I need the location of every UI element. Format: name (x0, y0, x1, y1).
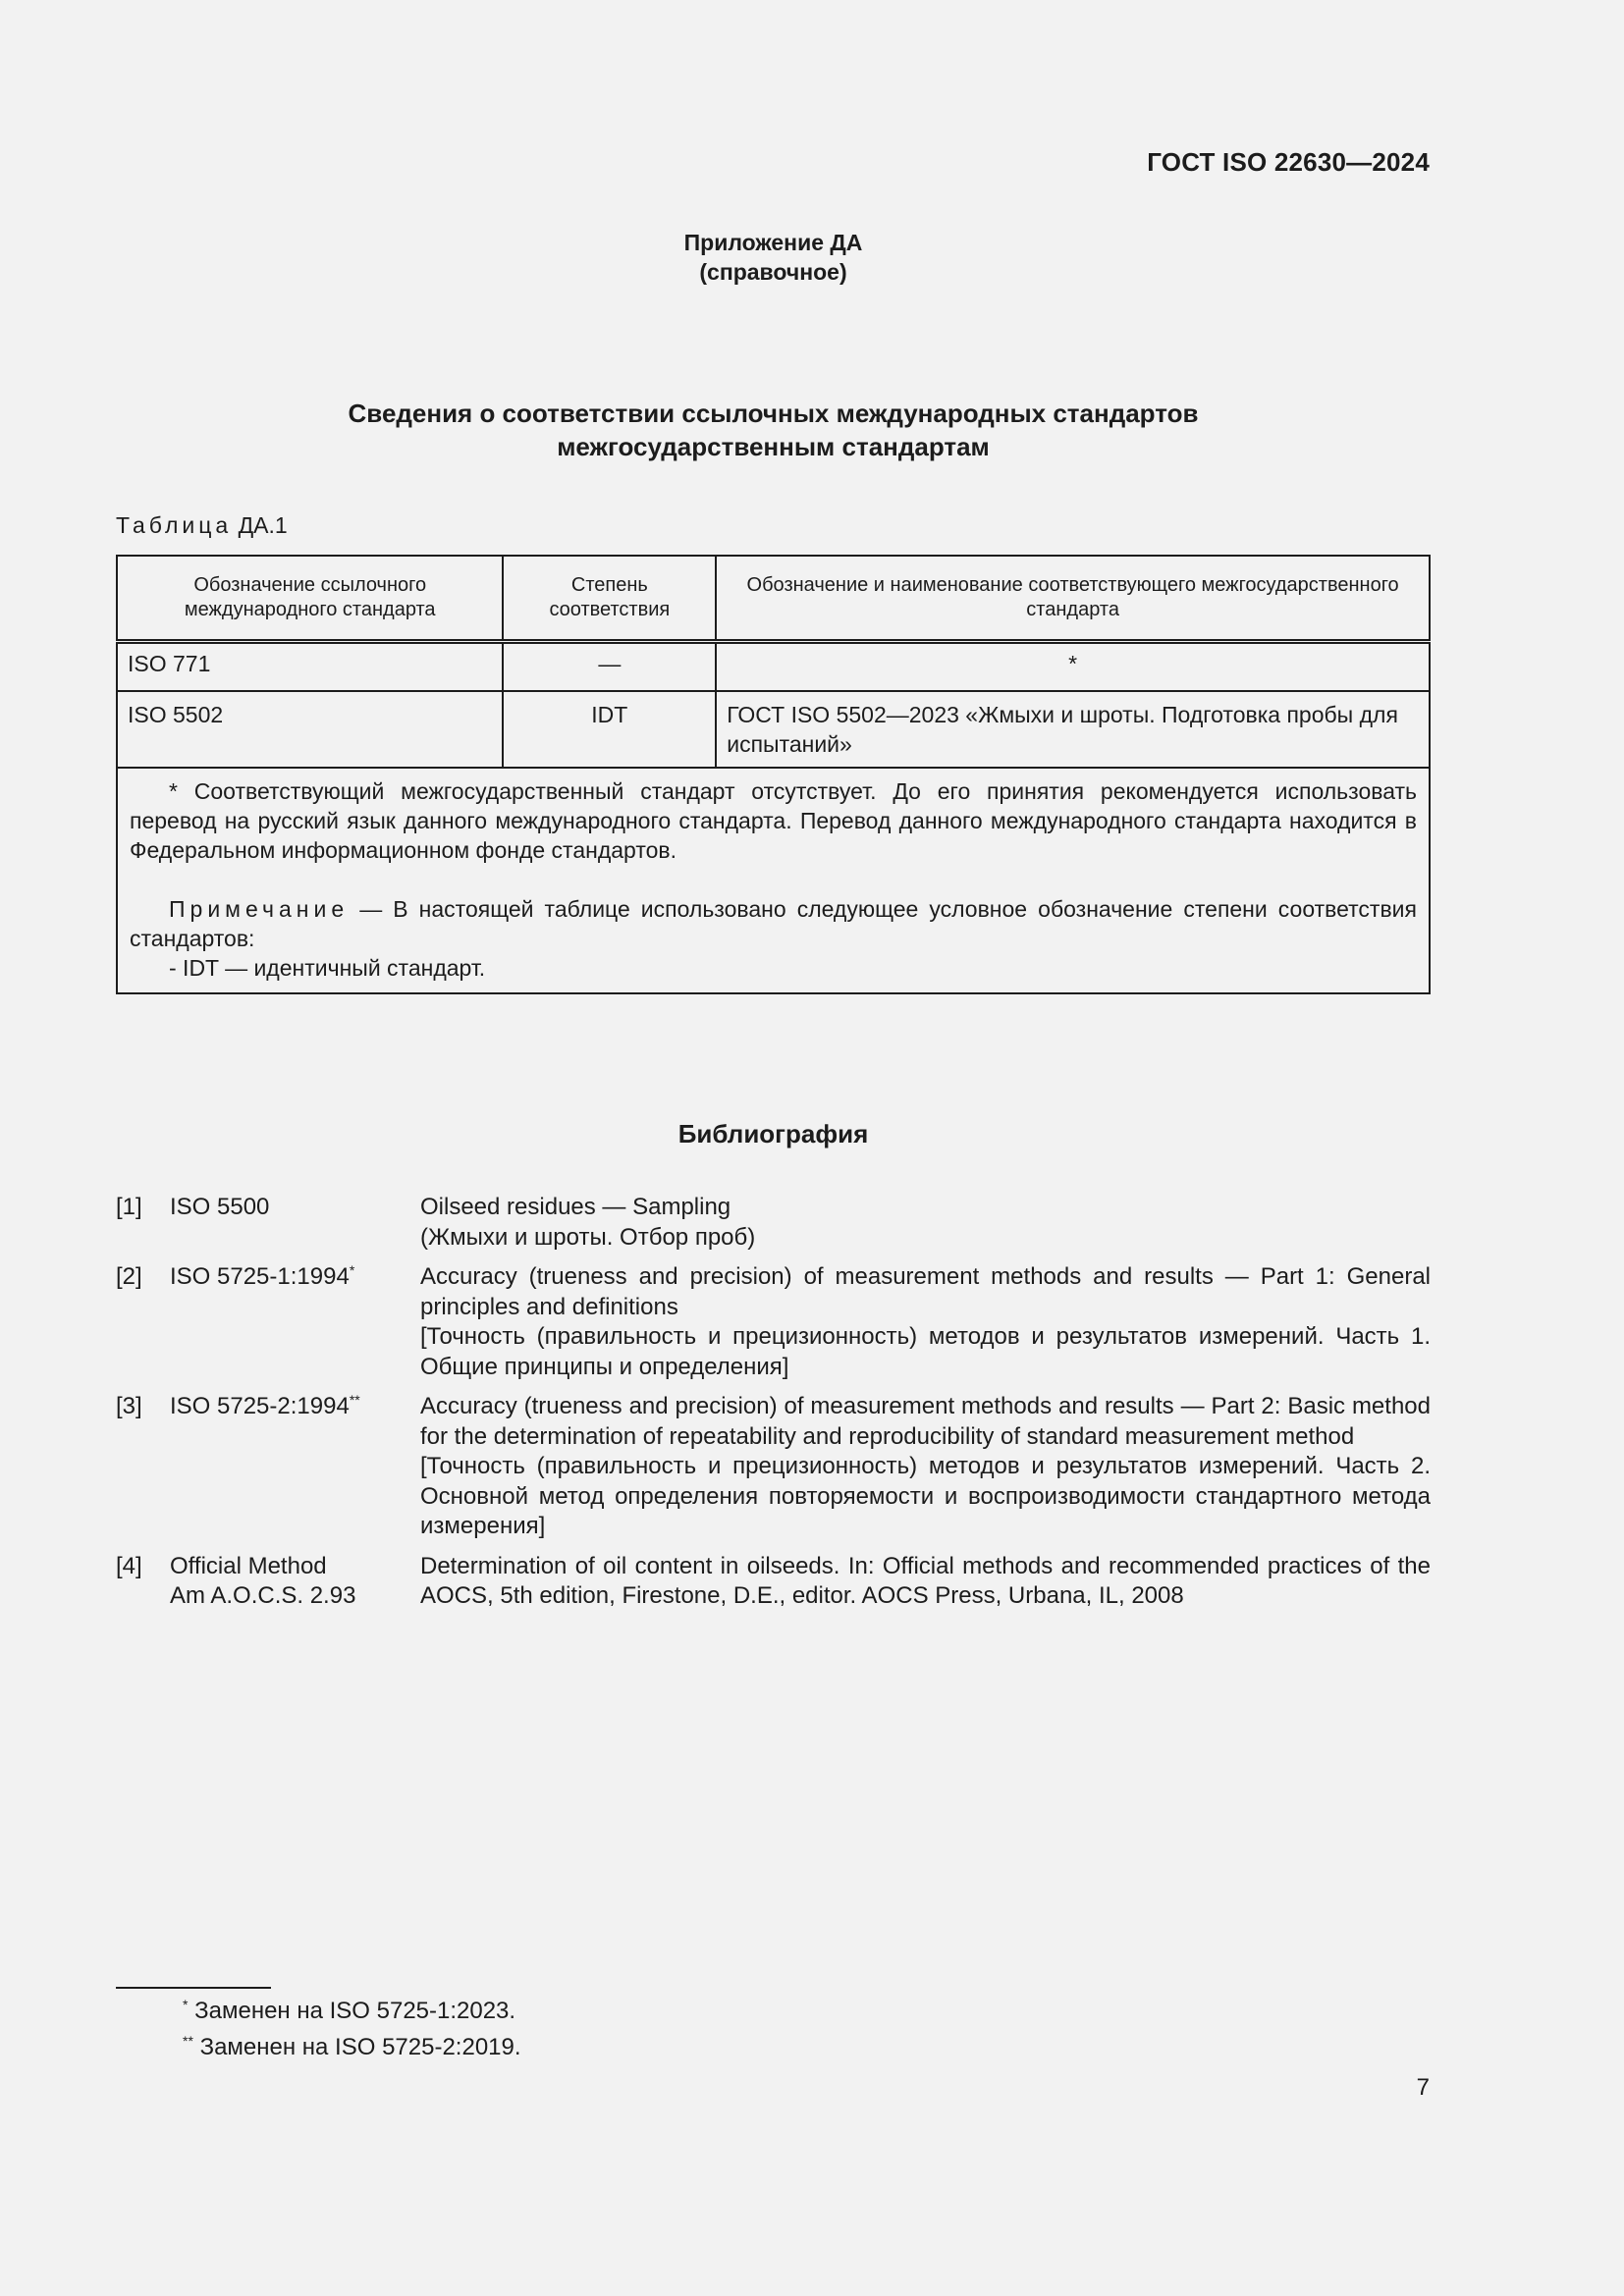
cell-national: * (716, 642, 1430, 692)
list-item (116, 1262, 1431, 1382)
bib-code-text-line2: Am A.O.C.S. 2.93 (170, 1582, 356, 1609)
bib-number: [4] (116, 1552, 142, 1579)
table-label-word: Таблица (116, 512, 233, 538)
bib-title-en: Oilseed residues — Sampling (420, 1194, 731, 1220)
footnote-text: Заменен на ISO 5725-1:2023. (188, 1998, 516, 2024)
bib-code-text: ISO 5725-1:1994 (170, 1263, 350, 1290)
table-footnote-row (117, 768, 1430, 993)
bib-text (420, 1193, 1431, 1253)
bib-code (170, 1262, 420, 1382)
bib-text (420, 1262, 1431, 1382)
footnote-mark: ** (183, 2033, 193, 2049)
bib-number: [2] (116, 1263, 142, 1290)
annex-heading (0, 228, 1546, 287)
bib-number: [3] (116, 1393, 142, 1419)
bib-code-text: ISO 5500 (170, 1194, 270, 1220)
table-row (117, 642, 1430, 692)
bib-text (420, 1552, 1431, 1612)
note-text: — В настоящей таблице использовано следующее условное обозначение степени соответствия стандартов: (130, 896, 1417, 951)
bib-code (170, 1193, 420, 1253)
table-row (117, 691, 1430, 768)
footnote-marker: * (349, 1262, 355, 1278)
section-title (0, 397, 1546, 463)
bib-title-en: Determination of oil content in oilseeds. In: Official methods and recommended practices of the AOCS, 5th edition, Firestone, D.E., editor. AOCS Press, Urbana, IL, 2008 (420, 1552, 1431, 1609)
bib-title-en: Accuracy (trueness and precision) of measurement methods and results — Part 2: Basic method for the determination of repeatability and reproducibility of standard measurement method (420, 1393, 1431, 1450)
page-number: 7 (1416, 2074, 1430, 2101)
table-footnote-text: * Соответствующий межгосударственный стандарт отсутствует. До его принятия рекомендуется использовать перевод на русский язык данного международного стандарта. Перевод данного международного стандарта находится в Федеральном информационном фонде стандартов. (130, 778, 1417, 863)
cell-degree: — (503, 642, 716, 692)
table-note (130, 894, 1417, 953)
bibliography-list (116, 1193, 1431, 1622)
bibliography-title: Библиография (677, 1119, 869, 1148)
bib-title-ru: [Точность (правильность и прецизионность) методов и результатов измерений. Часть 1. Общие принципы и определения] (420, 1323, 1431, 1380)
document-id-header: ГОСТ ISO 22630—2024 (1147, 147, 1430, 177)
header-national-standard: Обозначение и наименование соответствующего межгосударственного стандарта (716, 556, 1430, 642)
cell-ref: ISO 771 (117, 642, 503, 692)
cell-ref: ISO 5502 (117, 691, 503, 768)
table-footnote-cell (117, 768, 1430, 993)
footnote-text: Заменен на ISO 5725-2:2019. (192, 2034, 521, 2060)
footnote-item (183, 2029, 521, 2065)
page-footnotes (183, 1993, 521, 2065)
cell-degree: IDT (503, 691, 716, 768)
footnote-marker: ** (349, 1392, 360, 1408)
section-title-line2: межгосударственным стандартам (557, 432, 990, 461)
bib-code (170, 1552, 420, 1612)
bib-code-text: ISO 5725-2:1994 (170, 1393, 350, 1419)
bib-title-ru: (Жмыхи и шроты. Отбор проб) (420, 1223, 756, 1251)
bib-title-en: Accuracy (trueness and precision) of measurement methods and results — Part 1: General principles and definitions (420, 1263, 1431, 1320)
header-ref-standard: Обозначение ссылочного международного стандарта (117, 556, 503, 642)
header-degree: Степень соответствия (503, 556, 716, 642)
bib-title-ru: [Точность (правильность и прецизионность) методов и результатов измерений. Часть 2. Основной метод определения повторяемости и воспроизводимости стандартного метода измерения] (420, 1453, 1431, 1539)
bib-code-text: Official Method (170, 1552, 327, 1579)
bib-code (170, 1392, 420, 1542)
note-item: - IDT — идентичный стандарт. (169, 955, 486, 981)
note-word: Примечание (169, 896, 350, 922)
list-item (116, 1193, 1431, 1253)
footnote-mark: * (183, 1997, 189, 2012)
bib-text (420, 1392, 1431, 1542)
list-item (116, 1552, 1431, 1612)
table-header-row (117, 556, 1430, 642)
annex-subtitle: (справочное) (699, 259, 847, 285)
table-label (116, 512, 288, 539)
bib-number: [1] (116, 1194, 142, 1220)
correspondence-table (116, 555, 1431, 994)
list-item (116, 1392, 1431, 1542)
table-label-number: ДА.1 (238, 512, 288, 538)
section-title-line1: Сведения о соответствии ссылочных международных стандартов (348, 399, 1199, 428)
cell-national: ГОСТ ISO 5502—2023 «Жмыхи и шроты. Подготовка пробы для испытаний» (716, 691, 1430, 768)
footnote-divider (116, 1987, 271, 1989)
annex-title: Приложение ДА (683, 230, 863, 255)
footnote-item (183, 1993, 521, 2029)
